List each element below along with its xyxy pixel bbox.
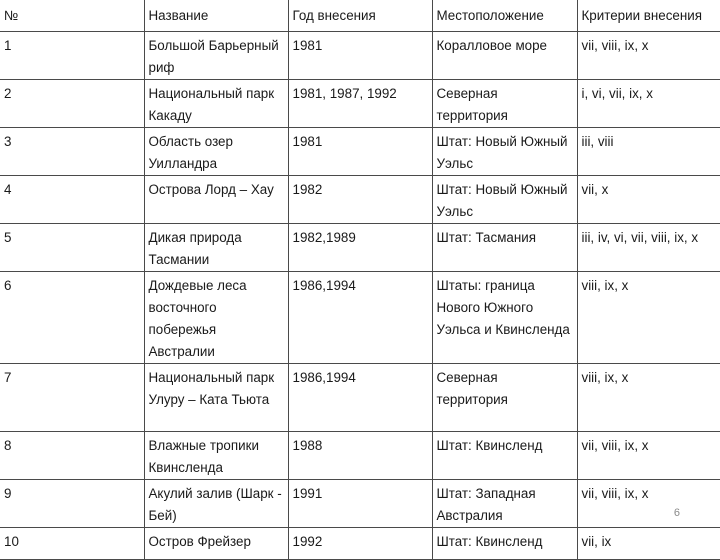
table-row <box>0 528 720 560</box>
cell-number: 4 <box>0 176 144 224</box>
cell-name: Акулий залив (Шарк - Бей) <box>144 480 288 528</box>
cell-criteria: iii, iv, vi, vii, viii, ix, x <box>577 224 720 272</box>
table-row <box>0 224 720 272</box>
cell-year: 1982,1989 <box>288 224 432 272</box>
cell-number: 1 <box>0 32 144 80</box>
cell-criteria: vii, x <box>577 176 720 224</box>
table-row <box>0 480 720 528</box>
cell-year: 1981 <box>288 32 432 80</box>
cell-location: Штат: Западная Австралия <box>432 480 577 528</box>
cell-name: Область озер Уилландра <box>144 128 288 176</box>
cell-criteria: viii, ix, x <box>577 272 720 364</box>
table-row <box>0 364 720 432</box>
cell-location: Коралловое море <box>432 32 577 80</box>
cell-location: Штат: Квинсленд <box>432 432 577 480</box>
cell-criteria: i, vi, vii, ix, x <box>577 80 720 128</box>
cell-location: Штат: Новый Южный Уэльс <box>432 128 577 176</box>
header-name: Название <box>144 0 288 32</box>
cell-name: Дождевые леса восточного побережья Австралии <box>144 272 288 364</box>
header-number: № <box>0 0 144 32</box>
cell-year: 1988 <box>288 432 432 480</box>
cell-year: 1991 <box>288 480 432 528</box>
cell-number: 3 <box>0 128 144 176</box>
cell-number: 7 <box>0 364 144 432</box>
cell-name: Национальный парк Улуру – Ката Тьюта <box>144 364 288 432</box>
table-header-row <box>0 0 720 32</box>
header-criteria: Критерии внесения <box>577 0 720 32</box>
table-row <box>0 80 720 128</box>
cell-location: Штат: Новый Южный Уэльс <box>432 176 577 224</box>
header-location: Местоположение <box>432 0 577 32</box>
cell-criteria: vii, viii, ix, x <box>577 32 720 80</box>
header-year: Год внесения <box>288 0 432 32</box>
page-number: 6 <box>673 507 680 519</box>
cell-year: 1982 <box>288 176 432 224</box>
cell-name: Большой Барьерный риф <box>144 32 288 80</box>
cell-criteria: vii, viii, ix, x <box>577 432 720 480</box>
cell-name: Дикая природа Тасмании <box>144 224 288 272</box>
cell-location: Северная территория <box>432 80 577 128</box>
cell-name: Влажные тропики Квинсленда <box>144 432 288 480</box>
cell-number: 9 <box>0 480 144 528</box>
cell-number: 8 <box>0 432 144 480</box>
table-row <box>0 272 720 364</box>
cell-name: Остров Фрейзер <box>144 528 288 560</box>
table-row <box>0 32 720 80</box>
cell-location: Штаты: граница Нового Южного Уэльса и Квинсленда <box>432 272 577 364</box>
cell-year: 1981 <box>288 128 432 176</box>
cell-criteria: vii, viii, ix, x <box>577 480 720 528</box>
table-row <box>0 432 720 480</box>
cell-number: 6 <box>0 272 144 364</box>
cell-year: 1986,1994 <box>288 272 432 364</box>
cell-year: 1992 <box>288 528 432 560</box>
cell-criteria: viii, ix, x <box>577 364 720 432</box>
cell-location: Северная территория <box>432 364 577 432</box>
cell-year: 1986,1994 <box>288 364 432 432</box>
cell-name: Острова Лорд – Хау <box>144 176 288 224</box>
cell-location: Штат: Тасмания <box>432 224 577 272</box>
cell-year: 1981, 1987, 1992 <box>288 80 432 128</box>
cell-number: 5 <box>0 224 144 272</box>
cell-criteria: iii, viii <box>577 128 720 176</box>
cell-location: Штат: Квинсленд <box>432 528 577 560</box>
cell-number: 2 <box>0 80 144 128</box>
cell-name: Национальный парк Какаду <box>144 80 288 128</box>
table-row <box>0 176 720 224</box>
cell-criteria: vii, ix <box>577 528 720 560</box>
cell-number: 10 <box>0 528 144 560</box>
table-row <box>0 128 720 176</box>
